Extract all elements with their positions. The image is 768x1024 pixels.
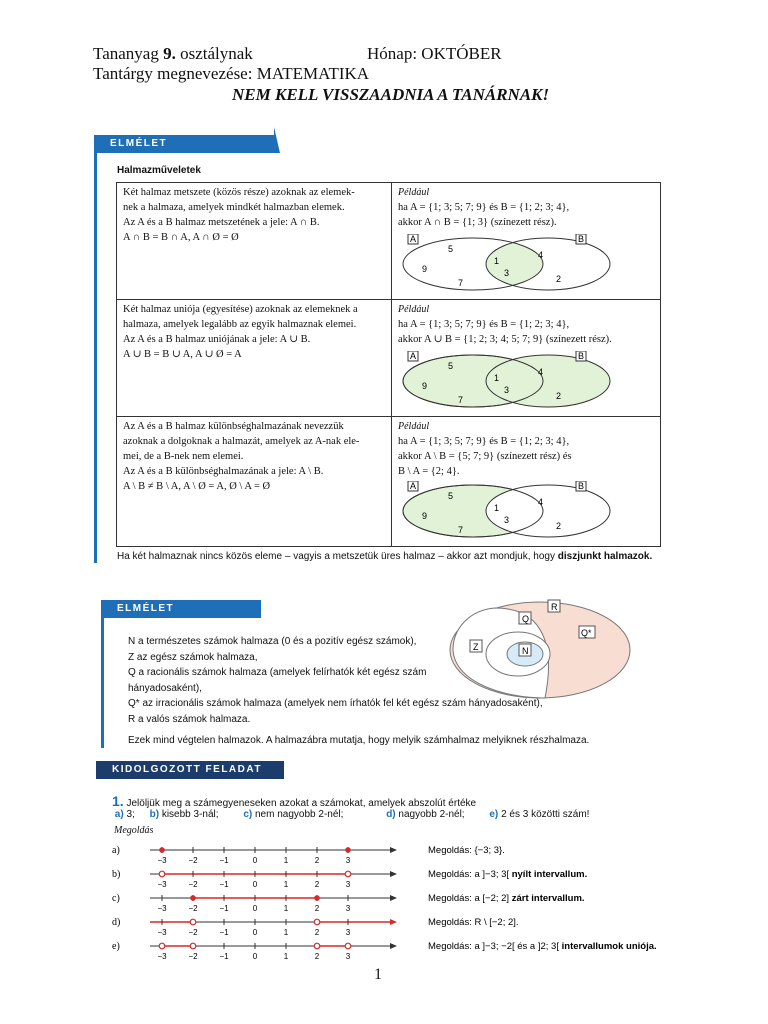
element: 9 — [422, 264, 428, 274]
example-line: akkor A \ B = {5; 7; 9} (színezett rész) és — [398, 451, 572, 462]
element: 1 — [494, 503, 500, 513]
grade: 9. — [163, 44, 176, 63]
notice: NEM KELL VISSZAADNIA A TANÁRNAK! — [232, 85, 550, 104]
header-prefix: Tananyag — [93, 44, 164, 63]
def-line: nek a halmaza, amelyek mindkét halmazban elemek. — [123, 202, 345, 213]
element: 3 — [504, 385, 510, 395]
solution-text — [428, 845, 505, 856]
header-line1 — [93, 44, 253, 64]
solution-bold: zárt intervallum. — [511, 893, 585, 904]
def-line: Az A és a B halmaz különbséghalmazának nevezzük — [123, 421, 344, 432]
filled-dot — [314, 895, 320, 901]
open-dot — [159, 943, 165, 949]
set-q-line-cont: hányadosaként), — [128, 682, 202, 694]
example-line: ha A = {1; 3; 5; 7; 9} és B = {1; 2; 3; 4}, — [398, 319, 570, 330]
difference-example — [392, 417, 661, 547]
tick-label: −3 — [157, 904, 167, 913]
element: 2 — [556, 521, 562, 531]
tick-label: −1 — [219, 880, 229, 889]
tick-label: 3 — [345, 904, 351, 913]
example-label: Például — [398, 421, 430, 432]
tick-label: 2 — [314, 856, 320, 865]
tick-label: 2 — [314, 904, 320, 913]
solution-text — [428, 941, 657, 952]
open-dot — [314, 919, 320, 925]
number-sets-diagram — [445, 598, 635, 703]
line-label: b) — [112, 869, 121, 880]
disjoint-note-text: Ha két halmaznak nincs közös eleme – vagyis a metszetük üres halmaz – akkor azt mondjuk, hogy — [117, 551, 558, 562]
option-text: 3; — [126, 809, 135, 820]
header-suffix: osztálynak — [175, 44, 253, 63]
option-label: a) — [114, 809, 124, 820]
axis-arrow — [390, 895, 397, 901]
set-q-line: Q a racionális számok halmaza (amelyek felírhatók két egész szám — [128, 667, 427, 678]
element: 5 — [448, 361, 454, 371]
number-sets-summary: Ezek mind végtelen halmazok. A halmazábra mutatja, hogy melyik számhalmaz melyiknek részhalmaza. — [128, 735, 590, 746]
def-line: Két halmaz metszete (közös része) azoknak az elemek- — [123, 187, 355, 198]
task-text: Jelöljük meg a számegyeneseken azokat a számokat, amelyek abszolút értéke — [126, 798, 477, 809]
option-label: e) — [489, 809, 499, 820]
subject: Tantárgy megnevezése: MATEMATIKA — [93, 64, 370, 83]
banner-corner — [274, 127, 280, 153]
open-dot — [345, 871, 351, 877]
tick-label: −2 — [188, 880, 198, 889]
example-line: B \ A = {2; 4}. — [398, 466, 460, 477]
set-a-label: A — [410, 234, 417, 244]
example-line: akkor A ∩ B = {1; 3} (színezett rész). — [398, 217, 557, 228]
venn-difference — [398, 481, 618, 541]
example-label: Például — [398, 187, 430, 198]
open-dot — [159, 871, 165, 877]
option-text: 2 és 3 közötti szám! — [501, 809, 590, 820]
set-qstar-line: Q* az irracionális számok halmaza (amelyek nem írhatók fel két egész szám hányadosaként), — [128, 698, 543, 709]
solution-text — [428, 893, 585, 904]
section3-banner: KIDOLGOZOTT FELADAT — [96, 761, 284, 779]
set-b-label: B — [578, 351, 585, 361]
solution-plain: Megoldás: a ]−3; −2[ és a ]2; 3[ — [428, 941, 562, 952]
solution-plain: Megoldás: {−3; 3}. — [428, 845, 505, 856]
difference-definition — [117, 417, 392, 547]
intersection-definition — [117, 183, 392, 300]
tick-label: 2 — [314, 928, 320, 937]
set-b-ellipse — [486, 485, 610, 537]
month: Hónap: OKTÓBER — [367, 44, 502, 63]
example-label: Például — [398, 304, 430, 315]
number-lines — [110, 838, 670, 963]
tick-label: 0 — [252, 904, 258, 913]
tick-label: 0 — [252, 928, 258, 937]
open-dot — [345, 943, 351, 949]
option-label: b) — [149, 809, 160, 820]
intersection-example — [392, 183, 661, 300]
element: 3 — [504, 515, 510, 525]
element: 9 — [422, 511, 428, 521]
section1-margin-bar — [94, 153, 97, 563]
set-z-line: Z az egész számok halmaza, — [128, 651, 258, 663]
union-definition — [117, 300, 392, 417]
union-example — [392, 300, 661, 417]
element: 7 — [458, 525, 464, 535]
def-line: halmaza, amelyek legalább az egyik halmaznak elemei. — [123, 319, 357, 330]
set-r-line: R a valós számok halmaza. — [128, 713, 251, 725]
tick-label: −1 — [219, 952, 229, 961]
tick-label: 1 — [283, 880, 289, 889]
tick-label: 1 — [283, 904, 289, 913]
set-n-line: N a természetes számok halmaza (0 és a pozitív egész számok), — [128, 636, 417, 647]
z-label: Z — [473, 642, 479, 652]
example-line: ha A = {1; 3; 5; 7; 9} és B = {1; 2; 3; 4}, — [398, 436, 570, 447]
section1-title: Halmazműveletek — [117, 165, 201, 176]
set-a-label: A — [410, 481, 417, 491]
element: 4 — [538, 367, 544, 377]
element: 4 — [538, 497, 544, 507]
set-operations-table — [116, 182, 661, 547]
open-dot — [190, 919, 196, 925]
line-label: d) — [112, 917, 121, 928]
line-label: c) — [112, 893, 120, 904]
solution-label: Megoldás — [114, 825, 154, 836]
example-line: akkor A ∪ B = {1; 2; 3; 4; 5; 7; 9} (színezett rész). — [398, 334, 612, 345]
row-union — [117, 300, 661, 417]
line-label: a) — [112, 845, 120, 856]
set-b-ellipse — [486, 355, 610, 407]
n-label: N — [522, 646, 529, 656]
set-b-label: B — [578, 234, 585, 244]
def-line: A ∩ B = B ∩ A, A ∩ Ø = Ø — [123, 232, 239, 243]
def-line: A \ B ≠ B \ A, A \ Ø = A, Ø \ A = Ø — [123, 481, 271, 492]
element: 7 — [458, 395, 464, 405]
row-difference — [117, 417, 661, 547]
solution-plain: Megoldás: R \ [−2; 2]. — [428, 917, 519, 928]
tick-label: 1 — [283, 952, 289, 961]
disjoint-note — [117, 551, 652, 562]
def-line: azoknak a dolgoknak a halmazát, amelyek az A-nak ele- — [123, 436, 360, 447]
tick-label: 0 — [252, 880, 258, 889]
tick-label: −1 — [219, 928, 229, 937]
filled-dot — [345, 847, 351, 853]
solution-text — [428, 869, 587, 880]
option-text: nem nagyobb 2-nél; — [255, 809, 344, 820]
tick-label: 0 — [252, 856, 258, 865]
def-line: Az A és a B halmaz uniójának a jele: A ∪ B. — [123, 334, 311, 345]
solution-plain: Megoldás: a [−2; 2] — [428, 893, 512, 904]
line-label: e) — [112, 941, 120, 952]
axis-arrow — [390, 871, 397, 877]
def-line: Az A és a B halmaz metszetének a jele: A ∩ B. — [123, 217, 320, 228]
tick-label: 3 — [345, 880, 351, 889]
element: 3 — [504, 268, 510, 278]
element: 2 — [556, 391, 562, 401]
tick-label: −3 — [157, 928, 167, 937]
tick-label: 3 — [345, 928, 351, 937]
option-label: d) — [386, 809, 396, 820]
tick-label: −2 — [188, 856, 198, 865]
tick-label: −1 — [219, 856, 229, 865]
element: 5 — [448, 244, 454, 254]
venn-union — [398, 351, 618, 411]
solution-plain: Megoldás: a ]−3; 3[ — [428, 869, 512, 880]
tick-label: −3 — [157, 952, 167, 961]
r-label: R — [551, 602, 558, 612]
venn-intersection — [398, 234, 618, 294]
tick-label: 2 — [314, 952, 320, 961]
tick-label: −3 — [157, 880, 167, 889]
disjoint-term: diszjunkt halmazok. — [557, 551, 653, 562]
tick-label: 1 — [283, 856, 289, 865]
tick-label: 2 — [314, 880, 320, 889]
def-line: mei, de a B-nek nem elemei. — [123, 451, 244, 462]
tick-label: −2 — [188, 952, 198, 961]
solution-text — [428, 917, 519, 928]
option-label: c) — [243, 809, 253, 820]
axis-arrow — [390, 847, 397, 853]
option-text: kisebb 3-nál; — [161, 809, 219, 820]
element: 7 — [458, 278, 464, 288]
solution-bold: intervallumok uniója. — [561, 941, 657, 952]
q-label: Q — [522, 614, 530, 624]
tick-label: 1 — [283, 928, 289, 937]
solution-bold: nyílt intervallum. — [511, 869, 588, 880]
page-number: 1 — [374, 966, 382, 983]
element: 1 — [494, 373, 500, 383]
option-text: nagyobb 2-nél; — [398, 809, 465, 820]
tick-label: 0 — [252, 952, 258, 961]
row-intersection — [117, 183, 661, 300]
section2-margin-bar — [101, 618, 104, 748]
qstar-label: Q* — [581, 628, 592, 638]
axis-arrow — [390, 943, 397, 949]
axis-arrow — [390, 919, 397, 925]
tick-label: 3 — [345, 856, 351, 865]
filled-dot — [190, 895, 196, 901]
open-dot — [190, 943, 196, 949]
tick-label: −3 — [157, 856, 167, 865]
element: 1 — [494, 256, 500, 266]
tick-label: −2 — [188, 904, 198, 913]
example-line: ha A = {1; 3; 5; 7; 9} és B = {1; 2; 3; 4}, — [398, 202, 570, 213]
task-options — [112, 809, 672, 820]
element: 9 — [422, 381, 428, 391]
set-a-label: A — [410, 351, 417, 361]
def-line: A ∪ B = B ∪ A, A ∪ Ø = A — [123, 349, 242, 360]
set-b-label: B — [578, 481, 585, 491]
open-dot — [314, 943, 320, 949]
def-line: Az A és a B különbséghalmazának a jele: A \ B. — [123, 466, 324, 477]
section1-banner: ELMÉLET — [94, 135, 274, 153]
section2-banner: ELMÉLET — [101, 600, 261, 618]
element: 2 — [556, 274, 562, 284]
element: 5 — [448, 491, 454, 501]
tick-label: −1 — [219, 904, 229, 913]
def-line: Két halmaz uniója (egyesítése) azoknak az elemeknek a — [123, 304, 358, 315]
filled-dot — [159, 847, 165, 853]
task-line — [112, 793, 476, 809]
task-number: 1. — [112, 793, 124, 809]
tick-label: 3 — [345, 952, 351, 961]
element: 4 — [538, 250, 544, 260]
tick-label: −2 — [188, 928, 198, 937]
